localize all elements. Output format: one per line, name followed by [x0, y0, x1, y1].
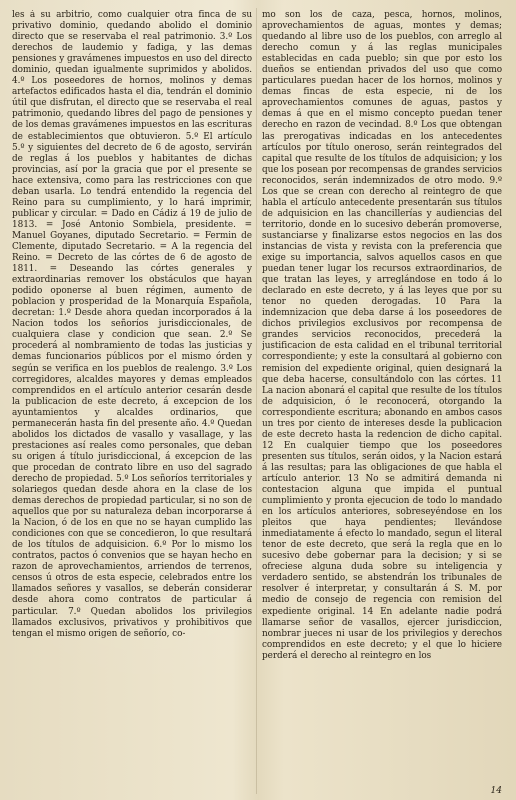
right-column-text: mo son los de caza, pesca, hornos, molinos, aprovechamientos de aguas, montes y demas; quedando al libre uso de los pueblos, con arreglo al derecho comun y á las reglas municipales establecidas en cada pueblo; sin que por esto los dueños se entiendan privados del uso que como particulares puedan hacer de los hornos, molinos y demas fincas de esta especie, ni de los aprovechamientos comunes de aguas, pastos y demas á que en el mismo concepto puedan tener derecho en razon de vecindad. 8.º Los que obtengan las prerogativas indicadas en los antecedentes artículos por título oneroso, serán reintegrados del capital que resulte de los títulos de adquisicion; y los que los posean por recompensas de grandes servicios reconocidos, serán indemnizados de otro modo. 9.º Los que se crean con derecho al reintegro de que habla el artículo antecedente presentarán sus títulos de adquisicion en las chancillerías y audiencias del territorio, donde en lo sucesivo deberán promoverse, sustanciarse y finalizarse estos negocios en las dos instancias de vista y revista con la preferencia que exige su importancia, salvos aquellos casos en que puedan tener lugar los recursos extraordinarios, de que tratan las leyes, y arreglándose en todo á lo declarado en este decreto, y á las leyes que por su tenor no queden derogadas. 10 Para la indemnizacion que deba darse á los poseedores de dichos privilegios exclusivos por recompensa de grandes servicios reconocidos, precederá la justificacion de esta calidad en el tribunal territorial correspondiente; y este la consultará al gobierno con remision del expediente original, quien designará la que deba hacerse, consultándolo con las córtes. 11 La nacion abonará el capital que resulte de los títulos de adquisicion, ó le reconocerá, otorgando la correspondiente escritura; abonando en ambos casos un tres por ciento de intereses desde la publicacion de este decreto hasta la redencion de dicho capital. 12 En cualquier tiempo que los poseedores presenten sus títulos, serán oidos, y la Nacion estará á las resultas; para las obligaciones de que habla el artículo anterior. 13 No se admitirá demanda ni contestacion alguna que impida el puntual cumplimiento y pronta ejecucion de todo lo mandado en los artículos anteriores, sobreseyéndose en los pleitos que haya pendientes; llevándose inmediatamente á efecto lo mandado, segun el literal tenor de este decreto, que será la regla que en lo sucesivo debe gobernar para la decision; y si se ofreciese alguna duda sobre su inteligencia y verdadero sentido, se abstendrán los tribunales de resolver é interpretar, y consultarán á S. M. por medio de consejo de regencia con remision del expediente original. 14 En adelante nadie podrá llamarse señor de vasallos, ejercer jurisdiccion, nombrar jueces ni usar de los privilegios y derechos comprendidos en este decreto; y el que lo hiciere perderá el derecho al reintegro en los: [262, 10, 502, 661]
right-column: [262, 10, 502, 794]
column-gutter: [256, 8, 257, 794]
left-column-text: les á su arbitrio, como cualquier otra finca de su privativo dominio, quedando abolido el dominio directo que se reservaba el real patrimonio. 3.º Los derechos de laudemio y fadiga, y las demas pensiones y gravámenes impuestos en uso del directo dominio, quedan igualmente suprimidos y abolidos. 4.º Los poseedores de hornos, molinos y demas artefactos edificados hasta el dia, tendrán el dominio útil que disfrutan, el directo que se reservaba el real patrimonio, quedando libres del pago de pensiones y de los demas gravámenes impuestos en las escrituras de establecimientos que obtuvieron. 5.º El artículo 5.º y siguientes del decreto de 6 de agosto, servirán de reglas á los pueblos y habitantes de dichas provincias, así por la gracia que por el presente se hace extensiva, como para las restricciones con que deban usarla. Lo tendrá entendido la regencia del Reino para su cumplimiento, y lo hará imprimir, publicar y circular. = Dado en Cádiz á 19 de julio de 1813. = José Antonio Sombiela, presidente. = Manuel Goyanes, diputado Secretario. = Fermin de Clemente, diputado Secretario. = A la regencia del Reino. = Decreto de las córtes de 6 de agosto de 1811. = Deseando las córtes generales y extraordinarias remover los obstáculos que hayan podido oponerse al buen régimen, aumento de poblacion y prosperidad de la Monarquía Española, decretan: 1.º Desde ahora quedan incorporados á la Nacion todos los señoríos jurisdiccionales, de cualquiera clase y condicion que sean. 2.º Se procederá al nombramiento de todas las justicias y demas funcionarios públicos por el mismo órden y según se verifica en los pueblos de realengo. 3.º Los corregidores, alcaldes mayores y demas empleados comprendidos en el artículo anterior cesarán desde la publicacion de este decreto, á excepcion de los ayuntamientos y alcaldes ordinarios, que permanecerán hasta fin del presente año. 4.º Quedan abolidos los dictados de vasallo y vasallage, y las prestaciones así reales como personales, que deban su origen á título jurisdiccional, á excepcion de las que procedan de contrato libre en uso del sagrado derecho de propiedad. 5.º Los señoríos territoriales y solariegos quedan desde ahora en la clase de los demas derechos de propiedad particular, si no son de aquellos que por su naturaleza deban incorporarse á la Nacion, ó de los en que no se hayan cumplido las condiciones con que se concedieron, lo que resultará de los títulos de adquisicion. 6.º Por lo mismo los contratos, pactos ó convenios que se hayan hecho en razon de aprovechamientos, arriendos de terrenos, censos ú otros de esta especie, celebrados entre los llamados señores y vasallos, se deberán considerar desde ahora como contratos de particular á particular. 7.º Quedan abolidos los privilegios llamados exclusivos, privativos y prohibitivos que tengan el mismo origen de señorío, co-: [12, 10, 252, 639]
left-column: [12, 10, 252, 794]
page-number: 14: [490, 786, 502, 796]
